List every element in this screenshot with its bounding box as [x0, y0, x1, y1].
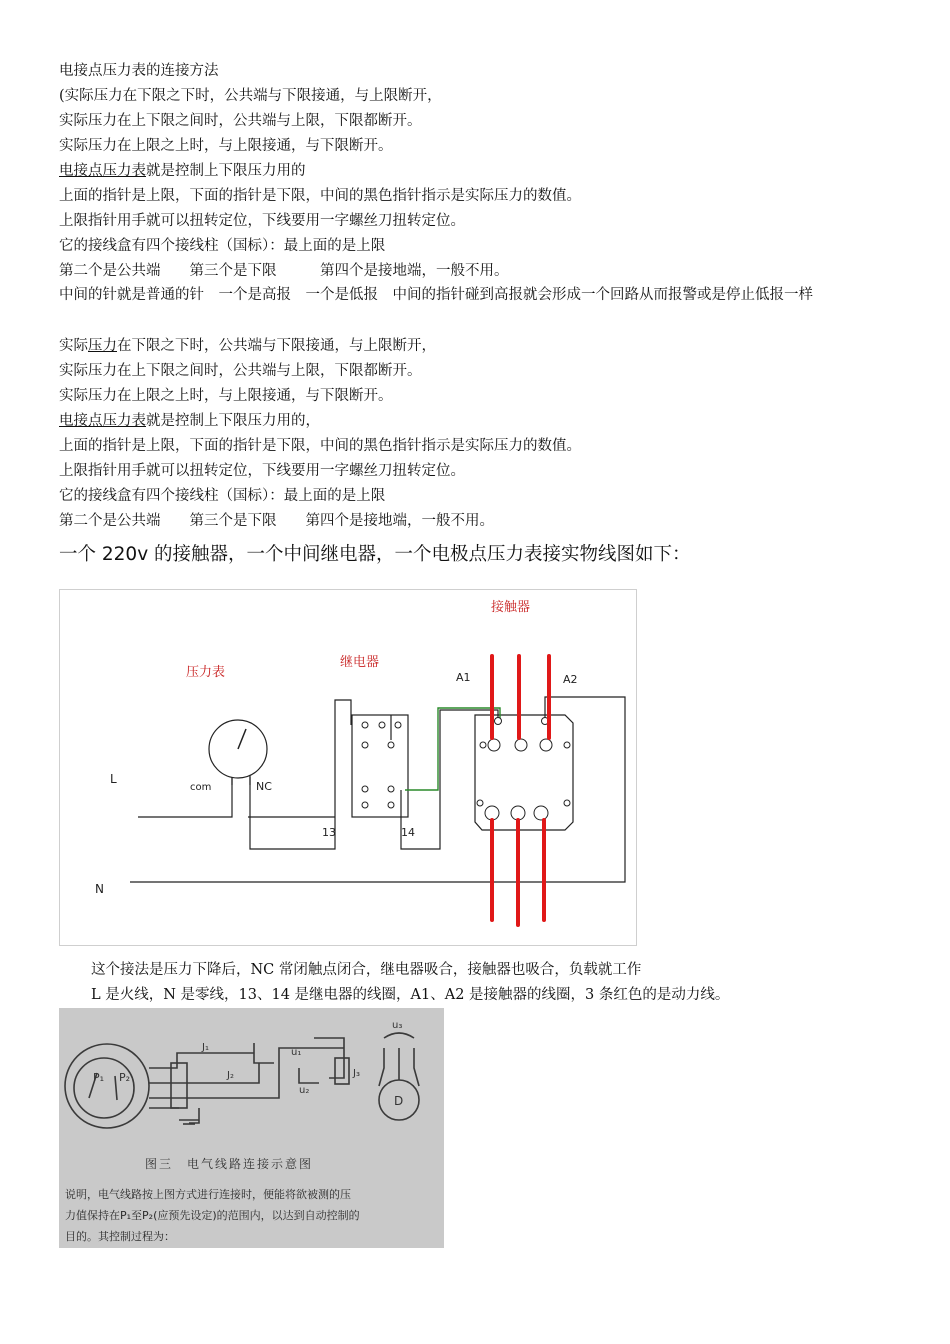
text-line: 上限指针用手就可以扭转定位，下线要用一字螺丝刀扭转定位。: [59, 213, 465, 229]
label-n: N: [95, 882, 104, 896]
label-u1: u₁: [291, 1047, 302, 1058]
text-line: 上面的指针是上限，下面的指针是下限，中间的黑色指针指示是实际压力的数值。: [59, 188, 581, 204]
label-a1: A1: [456, 671, 471, 684]
note-line-2: 力值保持在P₁至P₂(应预先设定)的范围内，以达到自动控制的: [65, 1209, 360, 1222]
caption-1: 这个接法是压力下降后，NC 常闭触点闭合，继电器吸合，接触器也吸合，负载就工作: [91, 962, 642, 978]
text-line-meter2: [59, 411, 320, 431]
label-p2: P₂: [119, 1071, 131, 1084]
text-line: 实际压力在上限之上时，与上限接通，与下限断开。: [59, 388, 393, 404]
pressure-rest: 在下限之下时，公共端与下限接通，与上限断开，: [117, 338, 436, 354]
text-line: 第二个是公共端 第三个是下限 第四个是接地端，一般不用。: [59, 513, 494, 529]
label-l: L: [110, 772, 117, 786]
scanned-circuit-diagram: [59, 1008, 444, 1248]
label-meter: 压力表: [186, 665, 226, 680]
text-line-meter: [59, 161, 306, 181]
label-j2: J₂: [227, 1070, 234, 1081]
label-a2: A2: [563, 673, 578, 686]
label-com: com: [190, 782, 212, 793]
text-line: 实际压力在上下限之间时，公共端与上限，下限都断开。: [59, 113, 422, 129]
text-line: (实际压力在下限之下时，公共端与下限接通，与上限断开，: [59, 88, 442, 104]
text-line: 第二个是公共端 第三个是下限 第四个是接地端，一般不用。: [59, 263, 509, 279]
pressure-prefix: 实际: [59, 338, 88, 354]
wiring-diagram: [59, 589, 637, 946]
label-motor: D: [394, 1094, 404, 1108]
label-j1: J₁: [202, 1042, 209, 1053]
text-line-pressure: [59, 336, 436, 356]
meter-link[interactable]: 电接点压力表: [59, 163, 146, 179]
text-line: 它的接线盒有四个接线柱（国标）：最上面的是上限: [59, 488, 386, 504]
text-line: 实际压力在上限之上时，与上限接通，与下限断开。: [59, 138, 393, 154]
text-line: 它的接线盒有四个接线柱（国标）：最上面的是上限: [59, 238, 386, 254]
label-relay: 继电器: [340, 655, 380, 670]
gauge-needle: [238, 729, 246, 749]
wire-14: [401, 710, 498, 849]
note-line-3: 目的。其控制过程为：: [65, 1230, 175, 1243]
label-j3: J₃: [353, 1068, 360, 1079]
caption-2: L 是火线，N 是零线，13、14 是继电器的线圈，A1、A2 是接触器的线圈，3 条红色的是动力线。: [91, 987, 730, 1003]
label-p1: P₁: [93, 1071, 105, 1084]
pressure-link[interactable]: 压力: [88, 338, 117, 354]
label-nc: NC: [256, 780, 272, 793]
meter-rest-2: 就是控制上下限压力用的，: [146, 413, 320, 429]
note-line-1: 说明，电气线路按上图方式进行连接时，便能将欲被测的压: [65, 1188, 351, 1201]
label-contactor: 接触器: [491, 600, 531, 615]
figure-caption: 图三 电气线路连接示意图: [145, 1157, 314, 1171]
text-line: 上限指针用手就可以扭转定位，下线要用一字螺丝刀扭转定位。: [59, 463, 465, 479]
label-u2: u₂: [299, 1085, 310, 1096]
text-line: 上面的指针是上限，下面的指针是下限，中间的黑色指针指示是实际压力的数值。: [59, 438, 581, 454]
meter-rest: 就是控制上下限压力用的: [146, 163, 306, 179]
section-heading: 一个 220v 的接触器，一个中间继电器，一个电极点压力表接实物线图如下：: [59, 544, 691, 565]
label-13: 13: [322, 826, 336, 839]
label-14: 14: [401, 826, 415, 839]
label-u3: u₃: [392, 1020, 403, 1031]
text-line: 实际压力在上下限之间时，公共端与上限，下限都断开。: [59, 363, 422, 379]
text-paragraph: 中间的针就是普通的针 一个是高报 一个是低报 中间的指针碰到高报就会形成一个回路从而报警或是停止低报一样: [59, 287, 813, 303]
coil-wire-green: [405, 708, 500, 790]
doc-title: 电接点压力表的连接方法: [59, 63, 219, 79]
relay-box: [352, 715, 408, 817]
meter-link-2[interactable]: 电接点压力表: [59, 413, 146, 429]
wire-l: [138, 777, 232, 817]
